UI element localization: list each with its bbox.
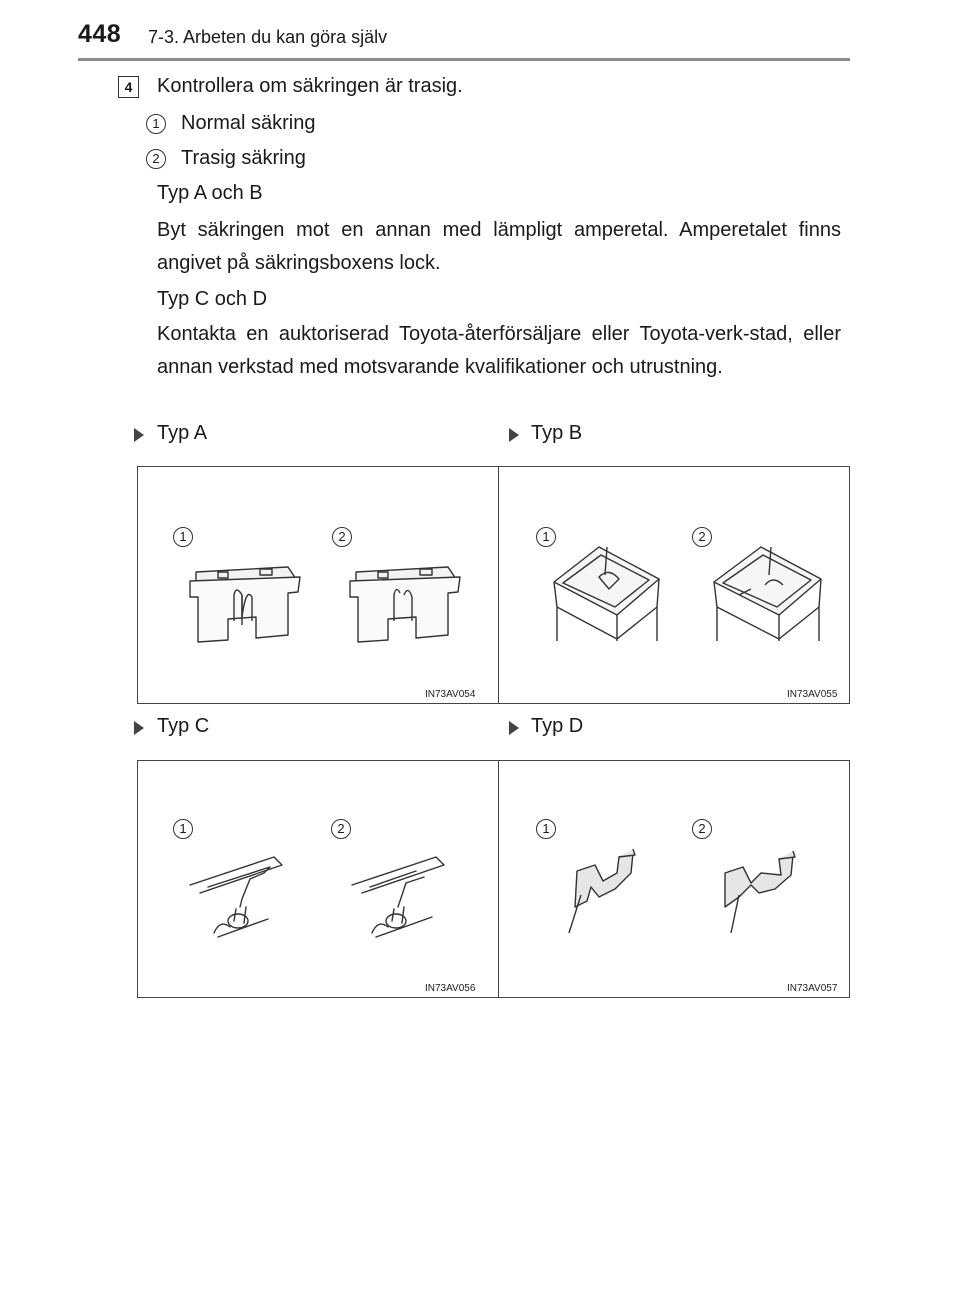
- item-label-normal-fuse: Normal säkring: [181, 112, 316, 134]
- type-cd-text: Kontakta en auktoriserad Toyota-återförsäljare eller Toyota-verk-stad, eller annan verkstad med motsvarande kvalifikationer och utrustning.: [157, 323, 841, 378]
- callout-1: 1: [536, 819, 556, 839]
- figure-label-type-c: Typ C: [157, 715, 210, 737]
- callout-2: 2: [332, 527, 352, 547]
- type-cd-heading: Typ C och D: [157, 288, 268, 310]
- step-number-box: 4: [118, 76, 139, 98]
- callout-2: 2: [331, 819, 351, 839]
- figure-code: IN73AV057: [787, 983, 838, 994]
- step-title: Kontrollera om säkringen är trasig.: [157, 75, 463, 97]
- callout-1: 1: [173, 527, 193, 547]
- item-label-blown-fuse: Trasig säkring: [181, 147, 306, 169]
- figure-code: IN73AV054: [425, 689, 476, 700]
- figure-label-type-a: Typ A: [157, 422, 208, 444]
- type-ab-text: Byt säkringen mot en annan med lämpligt amperetal. Amperetalet finns angivet på säkringsboxens lock.: [157, 219, 841, 274]
- triangle-bullet-icon: [509, 428, 519, 442]
- figure-type-a: [137, 466, 499, 704]
- figure-label-type-d: Typ D: [531, 715, 584, 737]
- header-rule: [78, 58, 850, 61]
- item-number-1: 1: [146, 114, 166, 134]
- callout-1: 1: [173, 819, 193, 839]
- bolt-fuse-illustration: [138, 761, 500, 999]
- triangle-bullet-icon: [134, 721, 144, 735]
- figure-label-type-b: Typ B: [531, 422, 583, 444]
- blade-fuse-illustration: [138, 467, 500, 705]
- callout-1: 1: [536, 527, 556, 547]
- item-number-2: 2: [146, 149, 166, 169]
- page-number: 448: [78, 20, 122, 48]
- callout-2: 2: [692, 527, 712, 547]
- section-title: 7-3. Arbeten du kan göra själv: [148, 27, 388, 47]
- figure-code: IN73AV055: [787, 689, 838, 700]
- cartridge-fuse-illustration: [499, 467, 851, 705]
- triangle-bullet-icon: [134, 428, 144, 442]
- figure-type-c: [137, 760, 499, 998]
- figure-type-d: [498, 760, 850, 998]
- triangle-bullet-icon: [509, 721, 519, 735]
- fusible-link-illustration: [499, 761, 851, 999]
- type-ab-heading: Typ A och B: [157, 182, 263, 204]
- callout-2: 2: [692, 819, 712, 839]
- figure-code: IN73AV056: [425, 983, 476, 994]
- figure-type-b: [498, 466, 850, 704]
